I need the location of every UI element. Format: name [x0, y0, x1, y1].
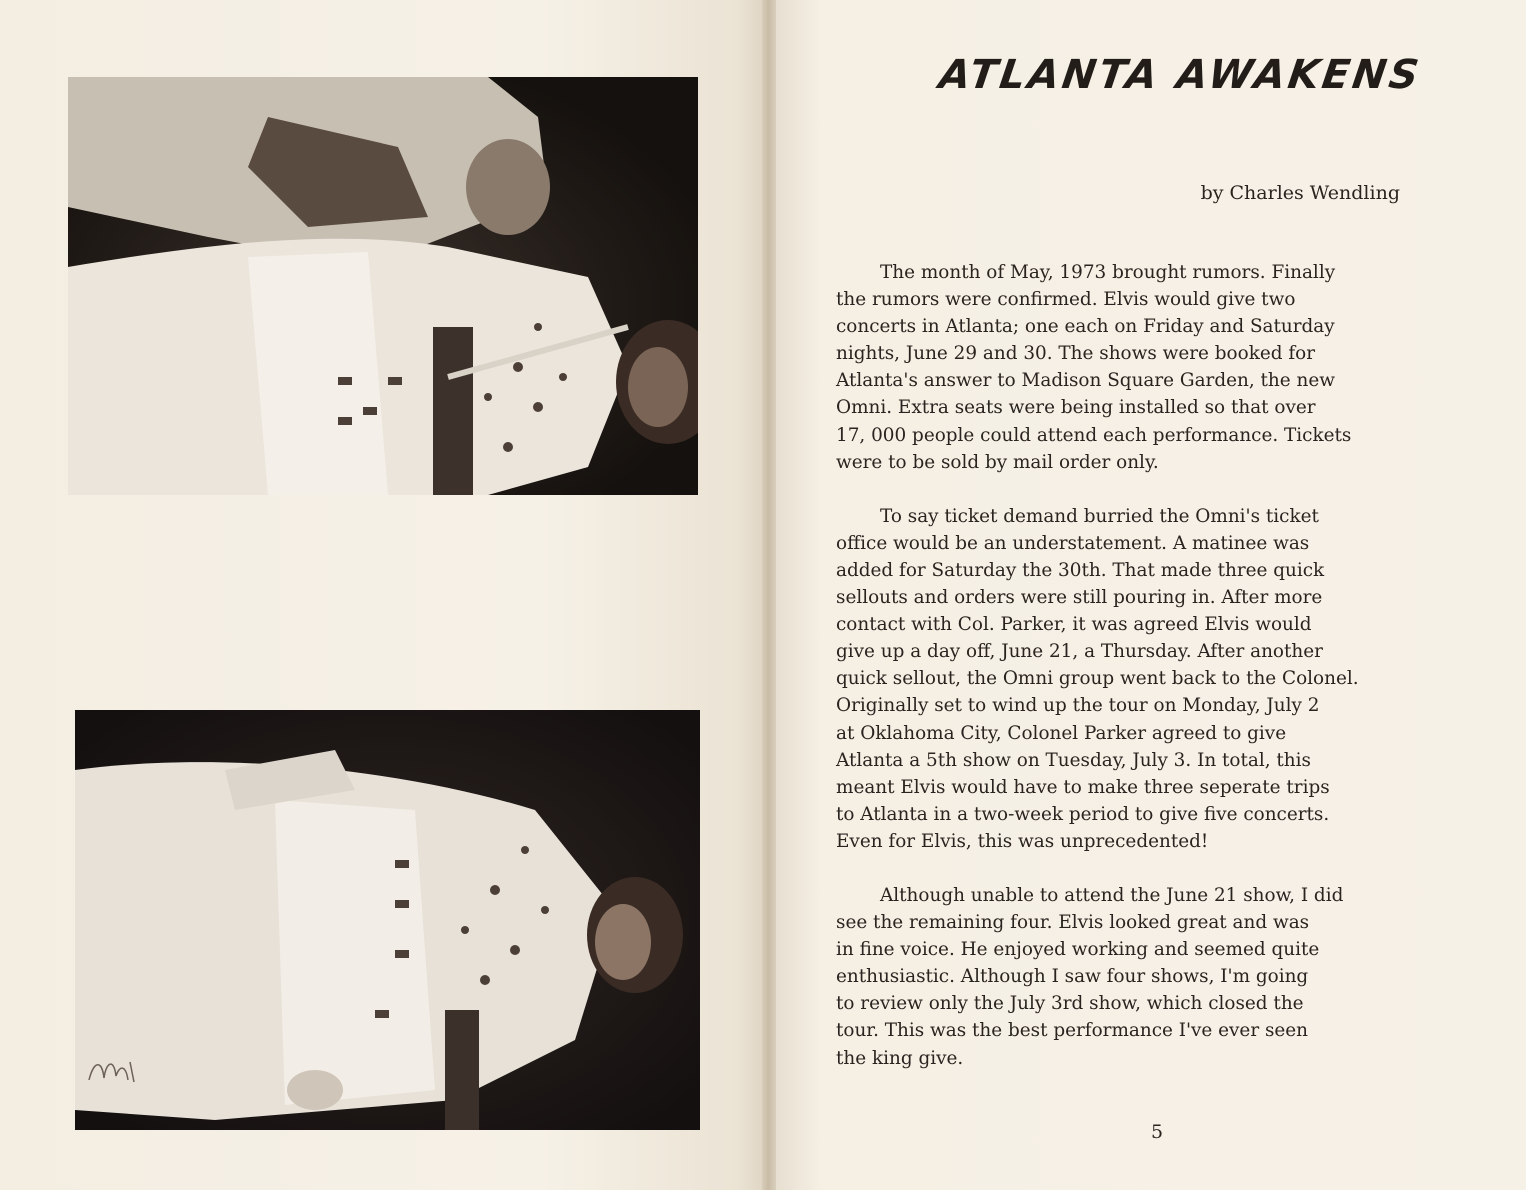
paragraph-gap [836, 855, 1488, 882]
signature [84, 1050, 144, 1090]
concert-photo-bottom [75, 710, 700, 1130]
text-line: contact with Col. Parker, it was agreed Elvis would [836, 614, 1312, 636]
text-line: Although unable to attend the June 21 show, I did [880, 884, 1344, 906]
article-body [836, 259, 1488, 1072]
text-line: were to be sold by mail order only. [836, 451, 1159, 473]
text-line: tour. This was the best performance I've ever seen [836, 1020, 1309, 1042]
text-line: 17, 000 people could attend each performance. Tickets [836, 424, 1352, 446]
text-line: Omni. Extra seats were being installed so that over [836, 397, 1316, 419]
text-line: office would be an understatement. A matinee was [836, 532, 1310, 554]
article-byline: by Charles Wendling [1200, 182, 1400, 204]
text-line: give up a day off, June 21, a Thursday. After another [836, 641, 1323, 663]
text-line: The month of May, 1973 brought rumors. Finally [880, 262, 1336, 283]
text-line: concerts in Atlanta; one each on Friday and Saturday [836, 316, 1335, 338]
text-line: the king give. [836, 1047, 964, 1069]
text-line: added for Saturday the 30th. That made three quick [836, 559, 1325, 581]
text-line: sellouts and orders were still pouring in. After more [836, 587, 1323, 609]
page-number: 5 [1150, 1121, 1164, 1143]
text-line: at Oklahoma City, Colonel Parker agreed to give [836, 722, 1287, 744]
text-line: Even for Elvis, this was unprecedented! [836, 830, 1209, 852]
text-line: Originally set to wind up the tour on Monday, July 2 [836, 695, 1320, 717]
text-line: enthusiastic. Although I saw four shows, I'm going [836, 966, 1309, 988]
article-title: ATLANTA AWAKENS [936, 52, 1425, 98]
text-line: in fine voice. He enjoyed working and seemed quite [836, 939, 1320, 961]
signature-mark [84, 1050, 144, 1090]
page-gutter [762, 0, 776, 1190]
text-line: to review only the July 3rd show, which closed the [836, 993, 1304, 1015]
text-line: To say ticket demand burried the Omni's ticket [880, 505, 1319, 527]
text-line: nights, June 29 and 30. The shows were booked for [836, 343, 1316, 365]
concert-photo-top-image [68, 77, 698, 495]
paragraph-gap [836, 476, 1488, 503]
concert-photo-bottom-image [75, 710, 700, 1130]
text-line: Atlanta's answer to Madison Square Garden, the new [836, 370, 1335, 392]
text-line: to Atlanta in a two-week period to give five concerts. [836, 803, 1330, 825]
text-line: quick sellout, the Omni group went back to the Colonel. [836, 668, 1359, 690]
concert-photo-top [68, 77, 698, 495]
text-line: the rumors were confirmed. Elvis would give two [836, 289, 1296, 311]
text-line: see the remaining four. Elvis looked great and was [836, 912, 1310, 934]
text-line: meant Elvis would have to make three seperate trips [836, 776, 1330, 798]
text-line: Atlanta a 5th show on Tuesday, July 3. In total, this [836, 749, 1311, 771]
